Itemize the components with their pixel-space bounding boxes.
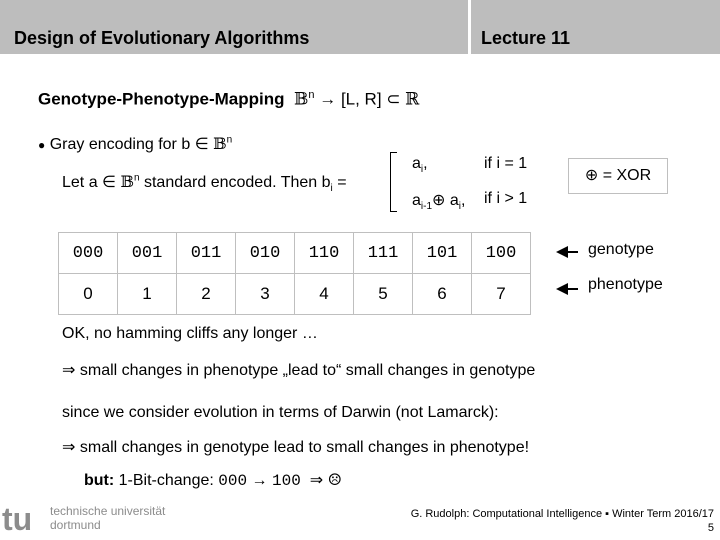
slide-title: Design of Evolutionary Algorithms (14, 28, 310, 48)
reals-symbol: ℝ (405, 89, 420, 110)
binary-set-symbol: 𝔹 (120, 172, 134, 191)
exponent-n: n (226, 134, 233, 146)
case-one-sub: i (420, 164, 424, 176)
case-one-comma: , (423, 155, 428, 172)
but-line (84, 470, 342, 490)
footer-credit (411, 507, 714, 535)
header-lecture-bar (471, 0, 720, 54)
tu-logo-mark: tu (2, 501, 33, 537)
table-cell: 110 (295, 233, 354, 274)
cases-brace (390, 152, 397, 212)
binary-set-symbol: 𝔹 (213, 134, 227, 153)
course-credit: G. Rudolph: Computational Intelligence ▪ Winter Term 2016/17 (410, 508, 714, 520)
table-cell: 1 (118, 274, 177, 315)
table-cell: 3 (236, 274, 295, 315)
table-cell: 0 (59, 274, 118, 315)
table-cell: 6 (413, 274, 472, 315)
binary-set-symbol: 𝔹 (293, 89, 309, 110)
definition-line (62, 172, 347, 194)
phenotype-label: phenotype (588, 276, 663, 293)
but-text: 1-Bit-change: (118, 472, 214, 489)
implies-icon: ⇒ (62, 439, 76, 456)
sad-face-icon: ☹ (327, 470, 342, 489)
no-hamming-cliffs-text: OK, no hamming cliffs any longer … (62, 325, 318, 342)
case-two-sub1: i-1 (420, 201, 433, 213)
case-two-condition: if i > 1 (484, 190, 528, 207)
gray-encoding-text: Gray encoding for b (49, 136, 191, 153)
darwin-text: since we consider evolution in terms of Darwin (not Lamarck): (62, 404, 499, 421)
table-cell: 010 (236, 233, 295, 274)
header-title-bar (0, 0, 471, 54)
xor-symbol: ⊕ (584, 167, 599, 184)
table-cell: 001 (118, 233, 177, 274)
case-two-a2: a (449, 192, 459, 209)
equals-sign: = (337, 174, 347, 191)
let-text: Let a (62, 174, 98, 191)
bit-to: 100 (272, 472, 301, 490)
implication-line-1 (62, 360, 535, 380)
but-label: but: (84, 472, 115, 489)
implies-icon: ⇒ (309, 472, 324, 489)
genotype-row (59, 233, 531, 274)
case-two-comma: , (461, 192, 466, 209)
element-of-symbol: ∈ (194, 136, 209, 153)
bit-from: 000 (218, 472, 248, 490)
table-cell: 011 (177, 233, 236, 274)
xor-legend-box (568, 158, 668, 194)
case-one-a: a (412, 155, 421, 172)
case-two (412, 190, 465, 212)
genotype-label: genotype (588, 241, 654, 258)
genotype-arrow-shaft (566, 251, 578, 253)
implication-text-2: small changes in genotype lead to small changes in phenotype! (79, 439, 530, 456)
page-number: 5 (707, 522, 714, 534)
exponent-n: n (133, 172, 140, 184)
bullet-icon: ● (38, 138, 46, 152)
table-cell: 7 (472, 274, 531, 315)
subscript-i: i (330, 183, 333, 195)
header-divider (0, 54, 720, 55)
table-cell: 4 (295, 274, 354, 315)
lecture-label: Lecture 11 (481, 28, 571, 48)
implies-icon: ⇒ (62, 362, 76, 379)
university-logo-text (50, 504, 165, 532)
case-one-condition: if i = 1 (484, 155, 528, 172)
interval: [L, R] (340, 89, 382, 109)
mapping-line (38, 89, 419, 110)
table-cell: 5 (354, 274, 413, 315)
implication-text-1: small changes in phenotype „lead to“ small changes in genotype (79, 362, 536, 379)
case-one (412, 155, 428, 175)
subset-symbol: ⊂ (386, 89, 401, 109)
table-cell: 2 (177, 274, 236, 315)
phenotype-row (59, 274, 531, 315)
mapping-label: Genotype-Phenotype-Mapping (38, 89, 285, 109)
case-two-sub2: i (458, 201, 462, 213)
mapping-arrow: → (319, 89, 337, 109)
table-cell: 111 (354, 233, 413, 274)
xor-legend-text: = XOR (602, 167, 652, 184)
logo-line-2: dortmund (50, 518, 101, 532)
phenotype-arrow-shaft (566, 288, 578, 290)
change-arrow: → (251, 472, 268, 489)
xor-symbol: ⊕ (432, 192, 446, 209)
implication-line-2 (62, 437, 529, 457)
definition-text: standard encoded. Then b (143, 174, 331, 191)
element-of-symbol: ∈ (102, 174, 116, 191)
gray-code-table (58, 232, 531, 315)
table-cell: 000 (59, 233, 118, 274)
logo-line-1: technische universität (50, 504, 166, 518)
exponent-n: n (308, 89, 315, 101)
table-cell: 100 (472, 233, 531, 274)
table-cell: 101 (413, 233, 472, 274)
gray-encoding-bullet (38, 134, 232, 154)
case-two-a1: a (412, 192, 421, 209)
